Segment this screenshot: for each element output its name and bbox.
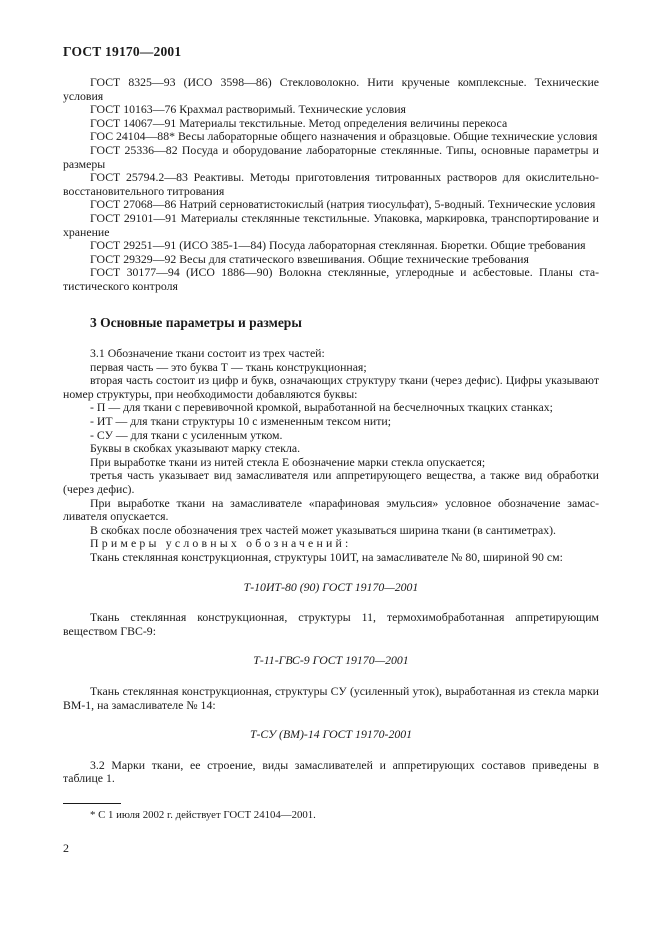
reference-item: ГОСТ 29329—92 Весы для статического взвешивания. Общие технические требования (90, 251, 529, 266)
example-2-text: Ткань стеклянная конструкционная, структуры 11, термохимобработанная аппретирующим веществом ГВС-9: (63, 610, 599, 638)
example-1-code: Т-10ИТ-80 (90) ГОСТ 19170—2001 (243, 579, 419, 594)
reference-item: ГОСТ 25336—82 Посуда и оборудование лабораторные стеклянные. Типы, основные параметры и размеры (63, 142, 599, 171)
list-item: - СУ — для ткани с усиленным утком. (90, 427, 283, 442)
reference-item: ГОСТ 14067—91 Материалы текстильные. Метод определения величины перекоса (90, 115, 508, 130)
document-header: ГОСТ 19170—2001 (63, 44, 182, 59)
document-body (63, 76, 599, 786)
list-item: - ИТ — для ткани структуры 10 с измененным тексом нити; (90, 414, 391, 429)
reference-item: ГОСТ 10163—76 Крахмал растворимый. Технические условия (90, 102, 406, 117)
example-3-text: Ткань стеклянная конструкционная, структуры СУ (усиленный уток), выработанная из стекла марки ВМ-1, на замасливателе № 14: (63, 683, 599, 712)
normative-references (63, 76, 599, 294)
brackets-text: Буквы в скобках указывают марку стекла. (90, 441, 301, 456)
examples-heading: Примеры условных обозначений: (90, 536, 352, 551)
reference-item: ГОС 24104—88* Весы лабораторные общего назначения и образцовые. Общие технические условия (90, 129, 598, 144)
example-1-text: Ткань стеклянная конструкционная, структуры 10ИТ, на замасливателе № 80, шириной 90 см: (90, 550, 563, 564)
list-item: - П — для ткани с перевивочной кромкой, выработанной на бесчелночных ткацких станках; (90, 400, 553, 415)
second-part-text: вторая часть состоит из цифр и букв, означающих структуру ткани (через дефис). Цифры указывают номер структуры, при необходимости добавляются буквы: (63, 373, 599, 401)
clause-3-1: 3.1 Обозначение ткани состоит из трех частей: (90, 346, 325, 361)
reference-item: ГОСТ 27068—86 Натрий серноватистокислый (натрия тиосульфат), 5-водный. Технические условия (90, 197, 596, 212)
footnote-divider (63, 803, 121, 804)
paraffin-text: При выработке ткани на замасливателе «парафиновая эмульсия» условное обозначение замасливателя опускается. (63, 495, 599, 524)
reference-item: ГОСТ 29251—91 (ИСО 385-1—84) Посуда лабораторная стеклянная. Бюретки. Общие требования (90, 238, 586, 253)
reference-item: ГОСТ 29101—91 Материалы стеклянные текстильные. Упаковка, маркировка, транспортирование и хранение (63, 210, 599, 239)
third-part-text: третья часть указывает вид замасливателя или аппретирующего вещества, а также вид обработки (через дефис). (63, 468, 599, 497)
clause-3-2: 3.2 Марки ткани, ее строение, виды замасливателей и аппретирующих составов приведены в таблице 1. (63, 757, 599, 786)
reference-item: ГОСТ 30177—94 (ИСО 1886—90) Волокна стеклянные, углеродные и асбестовые. Планы статистического контроля (63, 265, 599, 293)
reference-item: ГОСТ 8325—93 (ИСО 3598—86) Стекловолокно. Нити крученые комплексные. Технические условия (63, 75, 599, 103)
first-part-text: первая часть — это буква Т — ткань конструкционная; (90, 359, 367, 374)
width-text: В скобках после обозначения трех частей может указываться ширина ткани (в сантиметрах). (90, 522, 556, 537)
example-2-code: Т-11-ГВС-9 ГОСТ 19170—2001 (253, 653, 409, 668)
section-heading: 3 Основные параметры и размеры (90, 314, 302, 330)
glass-e-text: При выработке ткани из нитей стекла Е обозначение марки стекла опускается; (90, 454, 486, 469)
footnote: * С 1 июля 2002 г. действует ГОСТ 24104—2001. (90, 809, 316, 821)
reference-item: ГОСТ 25794.2—83 Реактивы. Методы приготовления титрованных растворов для окислительно-восстановительного титрования (63, 170, 599, 198)
page-number: 2 (63, 841, 69, 855)
example-3-code: Т-СУ (ВМ)-14 ГОСТ 19170-2001 (249, 727, 413, 742)
